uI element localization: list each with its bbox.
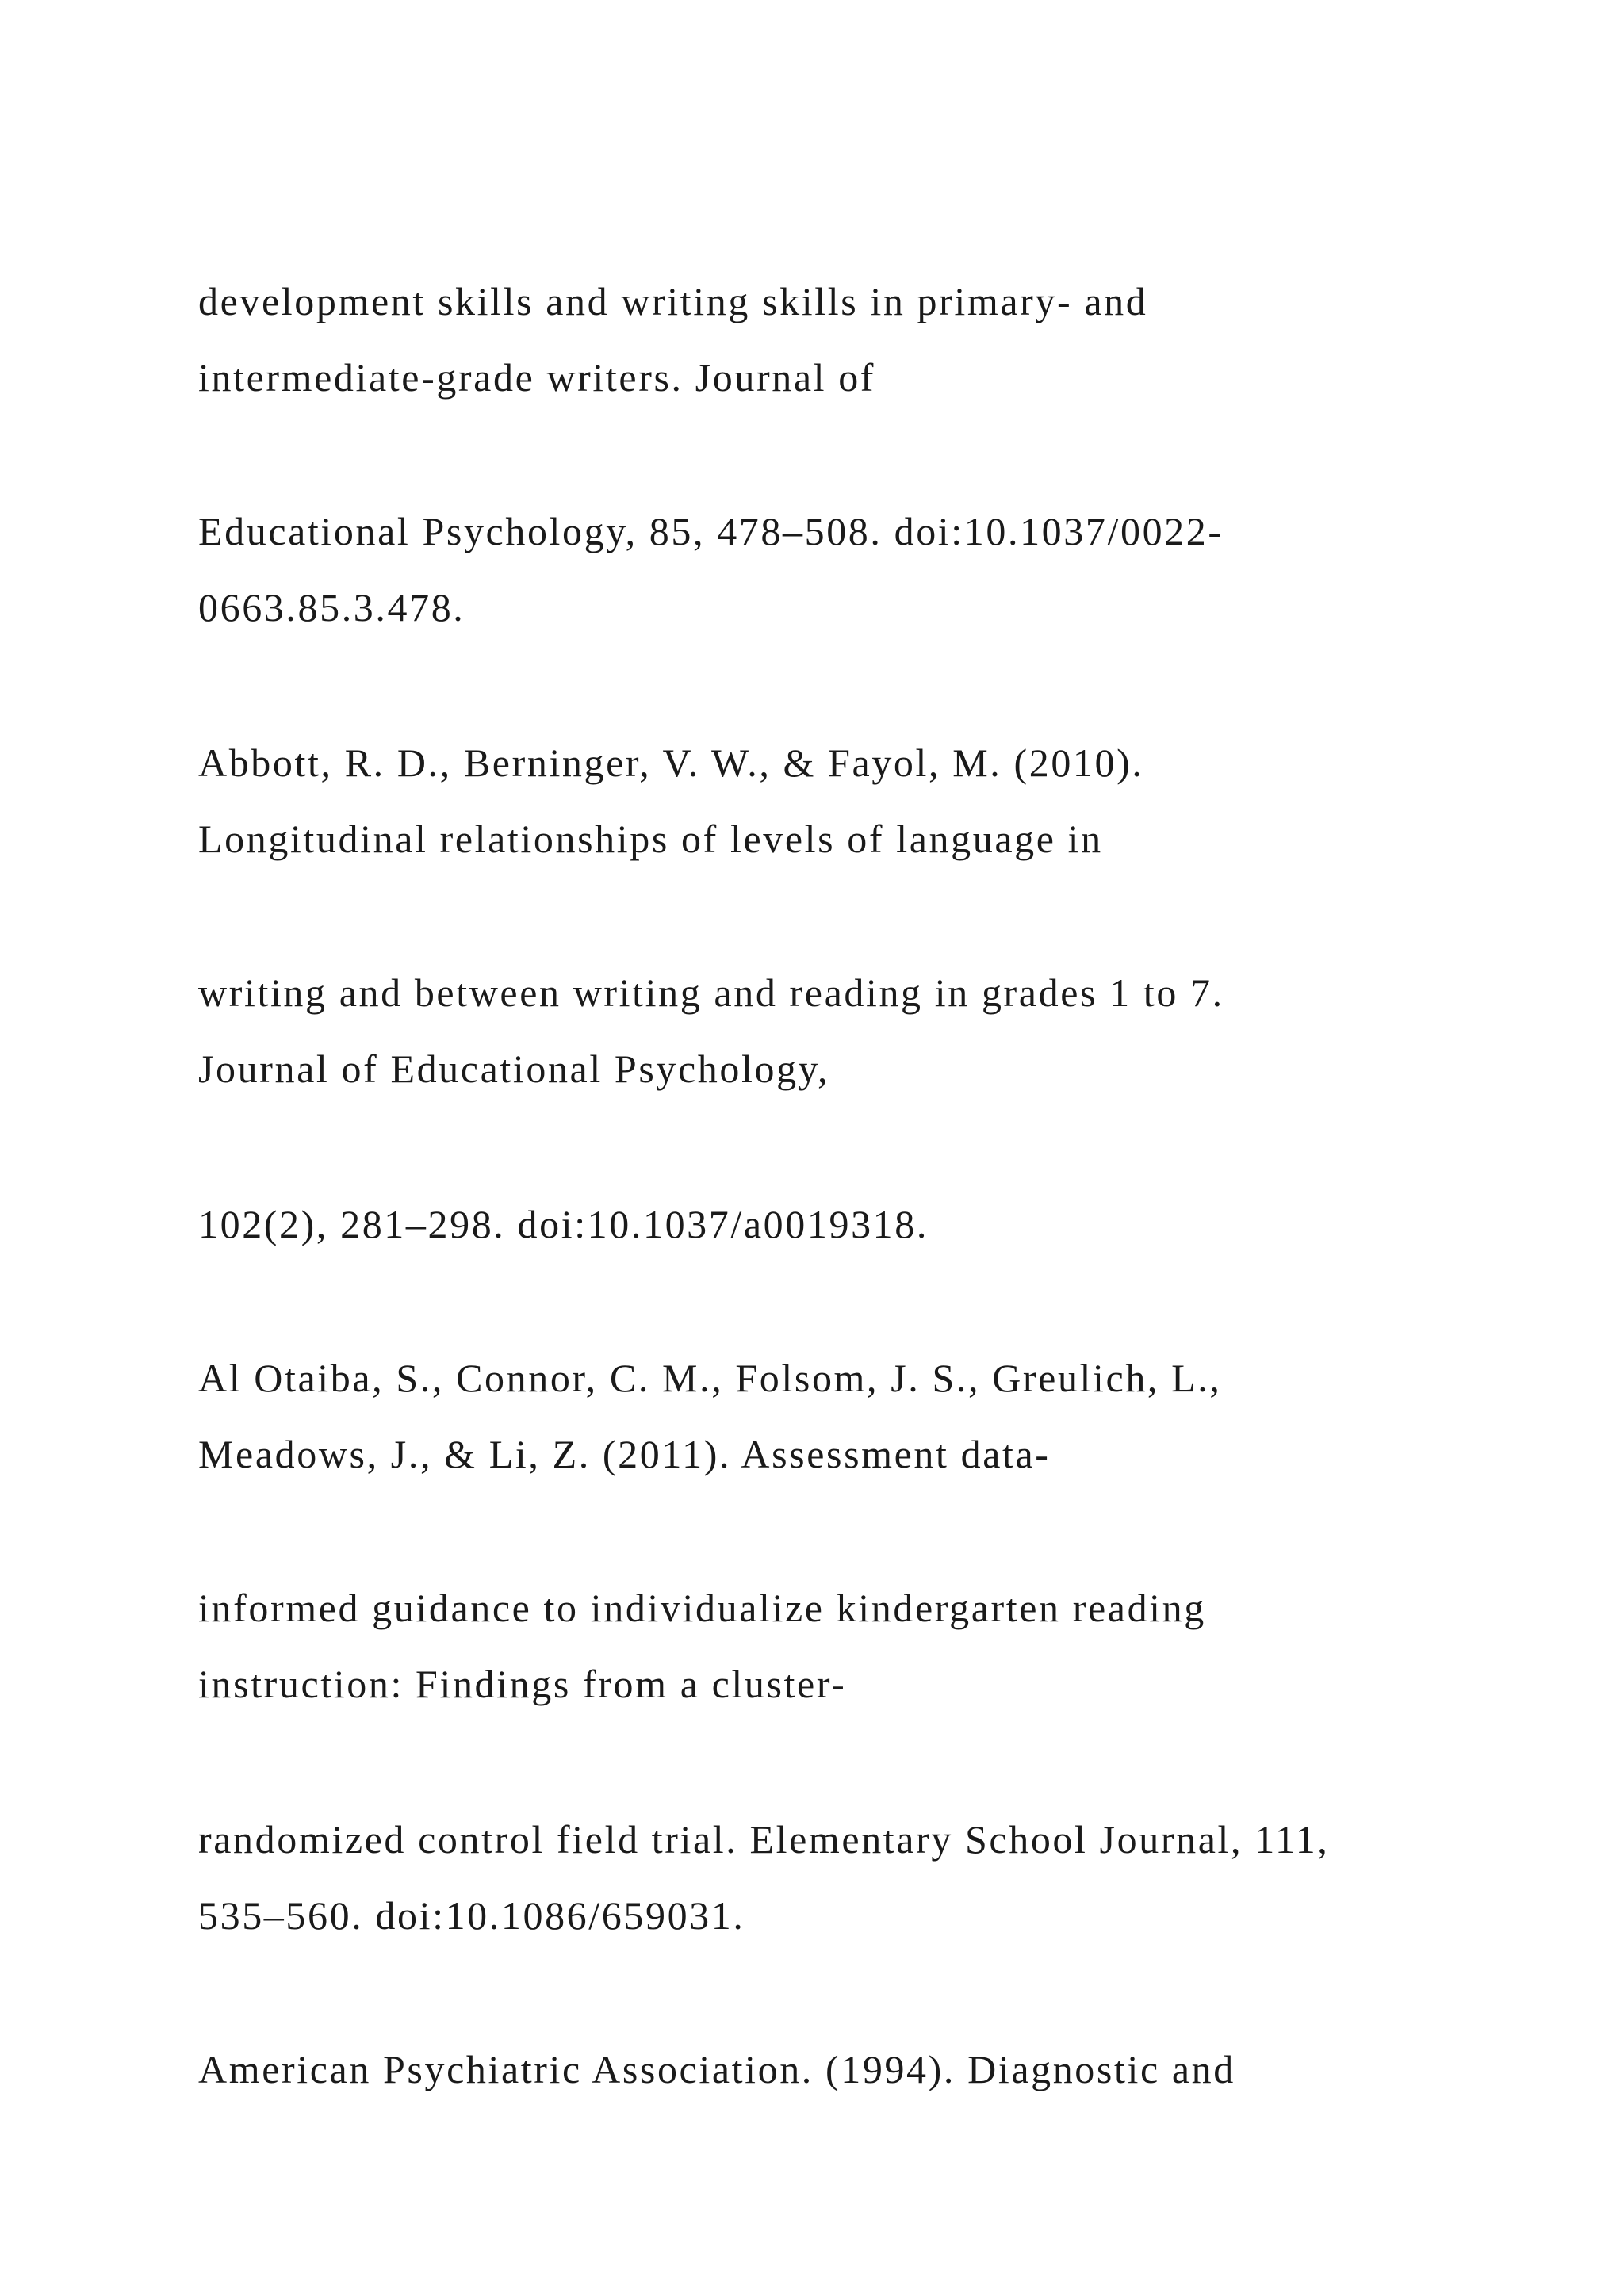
text-line: 102(2), 281–298. doi:10.1037/a0019318. (198, 1202, 929, 1246)
text-line: Longitudinal relationships of levels of language in (198, 817, 1103, 861)
text-line: intermediate-grade writers. Journal of (198, 355, 876, 400)
text-line: Abbott, R. D., Berninger, V. W., & Fayol, M. (2010). (198, 740, 1144, 785)
text-line: Educational Psychology, 85, 478–508. doi:10.1037/0022- (198, 509, 1224, 553)
text-line: Al Otaiba, S., Connor, C. M., Folsom, J. S., Greulich, L., (198, 1356, 1222, 1400)
text-line: Journal of Educational Psychology, (198, 1047, 830, 1091)
text-line: Meadows, J., & Li, Z. (2011). Assessment data- (198, 1432, 1051, 1476)
text-line: American Psychiatric Association. (1994). Diagnostic and (198, 2047, 1235, 2091)
text-line: instruction: Findings from a cluster- (198, 1662, 847, 1706)
text-line: writing and between writing and reading in grades 1 to 7. (198, 970, 1224, 1015)
text-line: development skills and writing skills in primary- and (198, 279, 1148, 323)
text-line: 535–560. doi:10.1086/659031. (198, 1893, 745, 1938)
text-line: randomized control field trial. Elementary School Journal, 111, (198, 1817, 1330, 1862)
text-line: informed guidance to individualize kindergarten reading (198, 1586, 1206, 1630)
text-line: 0663.85.3.478. (198, 585, 465, 629)
